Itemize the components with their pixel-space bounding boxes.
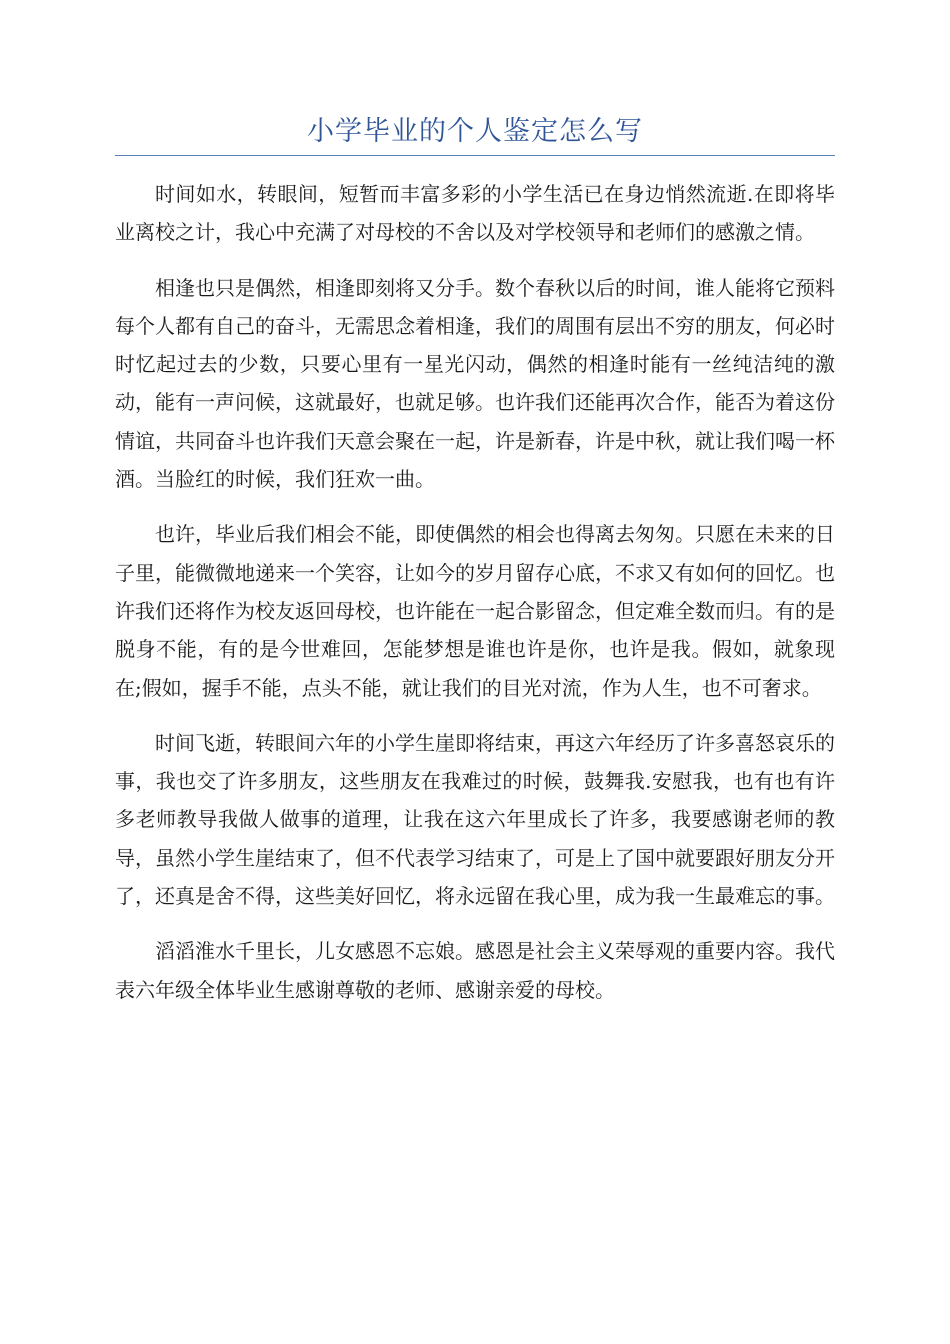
document-body xyxy=(115,175,835,1026)
paragraph-2: 相逢也只是偶然，相逢即刻将又分手。数个春秋以后的时间，谁人能将它预料每个人都有自己的奋斗，无需思念着相逢，我们的周围有层出不穷的朋友，何必时时忆起过去的少数，只要心里有一星光闪动，偶然的相逢时能有一丝纯洁纯的激动，能有一声问候，这就最好，也就足够。也许我们还能再次合作，能否为着这份情谊，共同奋斗也许我们天意会聚在一起，许是新春，许是中秋，就让我们喝一杯酒。当脸红的时候，我们狂欢一曲。 xyxy=(115,275,835,492)
title-block xyxy=(115,112,835,156)
paragraph-3: 也许，毕业后我们相会不能，即使偶然的相会也得离去匆匆。只愿在未来的日子里，能微微地递来一个笑容，让如今的岁月留存心底，不求又有如何的回忆。也许我们还将作为校友返回母校，也许能在一起合影留念，但定难全数而归。有的是脱身不能，有的是今世难回，怎能梦想是谁也许是你，也许是我。假如，就象现在;假如，握手不能，点头不能，就让我们的目光对流，作为人生，也不可奢求。 xyxy=(115,522,835,700)
paragraph-4: 时间飞逝，转眼间六年的小学生崖即将结束，再这六年经历了许多喜怒哀乐的事，我也交了许多朋友，这些朋友在我难过的时候，鼓舞我.安慰我，也有也有许多老师教导我做人做事的道理，让我在这六年里成长了许多，我要感谢老师的教导，虽然小学生崖结束了，但不代表学习结束了，可是上了国中就要跟好朋友分开了，还真是舍不得，这些美好回忆，将永远留在我心里，成为我一生最难忘的事。 xyxy=(115,730,835,909)
paragraph-5: 滔滔淮水千里长，儿女感恩不忘娘。感恩是社会主义荣辱观的重要内容。我代表六年级全体毕业生感谢尊敬的老师、感谢亲爱的母校。 xyxy=(115,939,835,1002)
paragraph-1: 时间如水，转眼间，短暂而丰富多彩的小学生活已在身边悄然流逝.在即将毕业离校之计，我心中充满了对母校的不舍以及对学校领导和老师们的感激之情。 xyxy=(115,182,835,245)
document-title: 小学毕业的个人鉴定怎么写 xyxy=(307,116,643,147)
